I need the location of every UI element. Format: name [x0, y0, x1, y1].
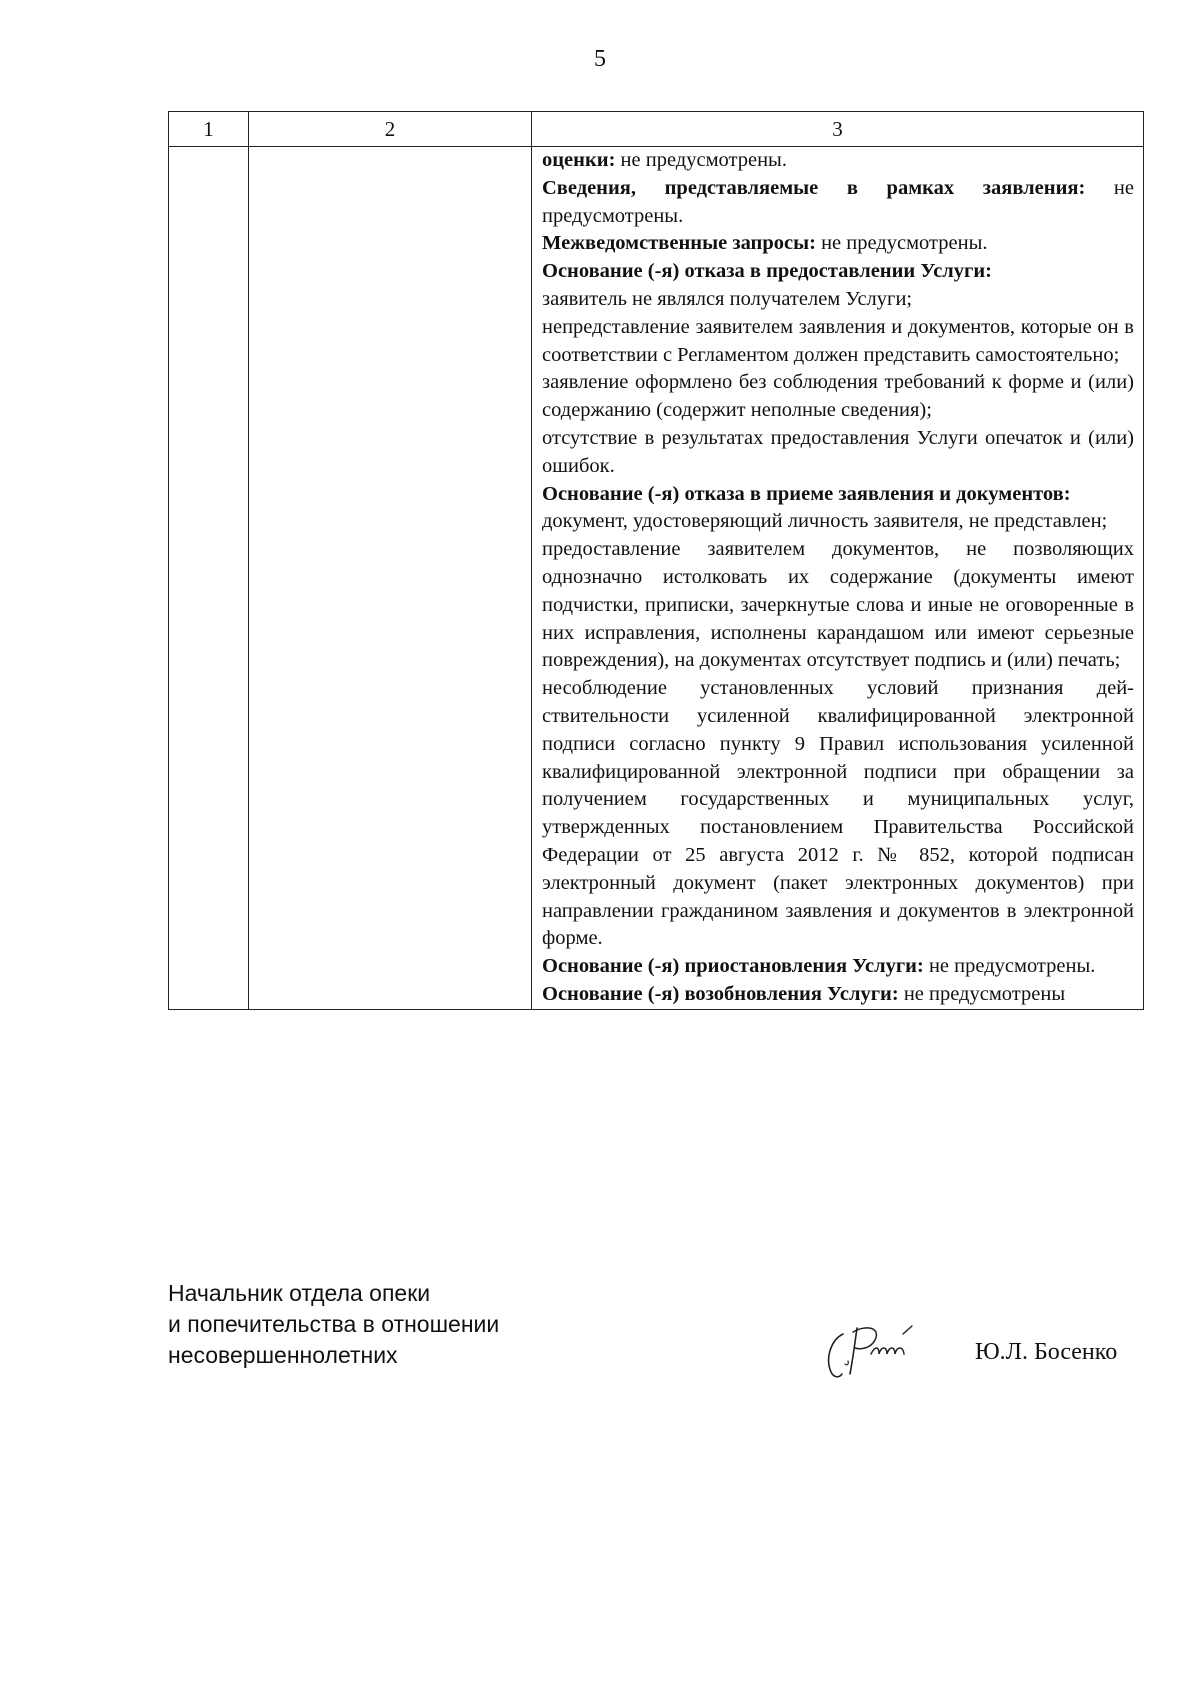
document-table — [168, 111, 1144, 1010]
paragraph — [542, 175, 1134, 231]
table-header-row — [169, 112, 1144, 147]
paragraph — [542, 953, 1134, 981]
cell-column-3 — [532, 147, 1144, 1010]
paragraph-bold-lead: Основание (-я) приостановления Услуги: — [542, 955, 924, 978]
paragraph — [542, 536, 1134, 675]
column-header-1: 1 — [169, 112, 249, 147]
paragraph-bold-lead: Сведения, представляемые в рамках заявления: — [542, 176, 1086, 199]
paragraph-text: документ, удостоверяющий личность заявителя, не представлен; — [542, 510, 1108, 533]
page-number: 5 — [594, 46, 606, 72]
paragraph-bold-lead: Основание (-я) отказа в предоставлении Услуги: — [542, 260, 992, 283]
paragraph-text: предоставление заявителем документов, не позволяющих однозначно истолковать их содержание (документы имеют подчистки, приписки, зачеркнутые слова и иные не оговоренные в них исправления, исполнены карандашом или имеют серьезные повреждения), на документах отсутствует подпись и (или) печать; — [542, 538, 1134, 672]
paragraph — [542, 425, 1134, 481]
paragraph-text: непредставление заявителем заявления и документов, которые он в соответствии с Регламентом должен представить самостоятельно; — [542, 315, 1134, 366]
paragraph-text: заявитель не являлся получателем Услуги; — [542, 287, 913, 310]
paragraph — [542, 508, 1134, 536]
paragraph — [542, 675, 1134, 953]
paragraph — [542, 230, 1134, 258]
paragraph — [542, 258, 1134, 286]
paragraph-text: не предусмотрены — [898, 982, 1066, 1005]
paragraph — [542, 369, 1134, 425]
paragraph-bold-lead: Основание (-я) отказа в приеме заявления и документов: — [542, 482, 1071, 505]
paragraph-bold-lead: Основание (-я) возобновления Услуги: — [542, 982, 899, 1005]
paragraph-text: не предусмотрены. — [542, 176, 1134, 227]
signer-name: Ю.Л. Босенко — [975, 1339, 1118, 1365]
paragraph-text: не предусмотрены. — [615, 149, 787, 171]
paragraph — [542, 286, 1134, 314]
signer-position-line: Начальник отдела опеки — [168, 1280, 431, 1306]
table-row — [169, 147, 1144, 1010]
paragraph — [542, 314, 1134, 370]
paragraph-bold-lead: оценки: — [542, 149, 616, 171]
paragraph-text: заявление оформлено без соблюдения требований к форме и (или) содержанию (содержит неполные сведения); — [542, 371, 1134, 422]
handwritten-signature — [815, 1320, 935, 1382]
paragraph — [542, 981, 1134, 1009]
paragraph-text: не предусмотрены. — [815, 232, 988, 255]
paragraph-text: отсутствие в результатах предоставления Услуги опечаток и (или) ошибок. — [542, 426, 1134, 477]
paragraph — [542, 147, 1134, 175]
paragraph — [542, 481, 1134, 509]
paragraph-bold-lead: Межведомственные запросы: — [542, 232, 816, 255]
signer-position-line: несовершеннолетних — [168, 1342, 398, 1368]
paragraph-text: не предусмотрены. — [923, 955, 1096, 978]
paragraph-text: несоблюдение установленных условий признания действительности усиленной квалифицированной электронной подписи согласно пункту 9 Правил использования усиленной квалифицированной электронной подписи при обращении за получением государственных и муниципальных услуг, утвержденных постановлением Правительства Российской Федерации от 25 августа 2012 г. № 852, которой подписан электронный документ (пакет электронных документов) при направлении гражданином заявления и документов в электронной форме. — [542, 677, 1134, 950]
cell-column-1 — [169, 147, 249, 1010]
column-header-2: 2 — [249, 112, 532, 147]
signer-position — [168, 1278, 499, 1371]
column-header-3: 3 — [532, 112, 1144, 147]
signer-position-line: и попечительства в отношении — [168, 1311, 500, 1337]
cell-column-2 — [249, 147, 532, 1010]
